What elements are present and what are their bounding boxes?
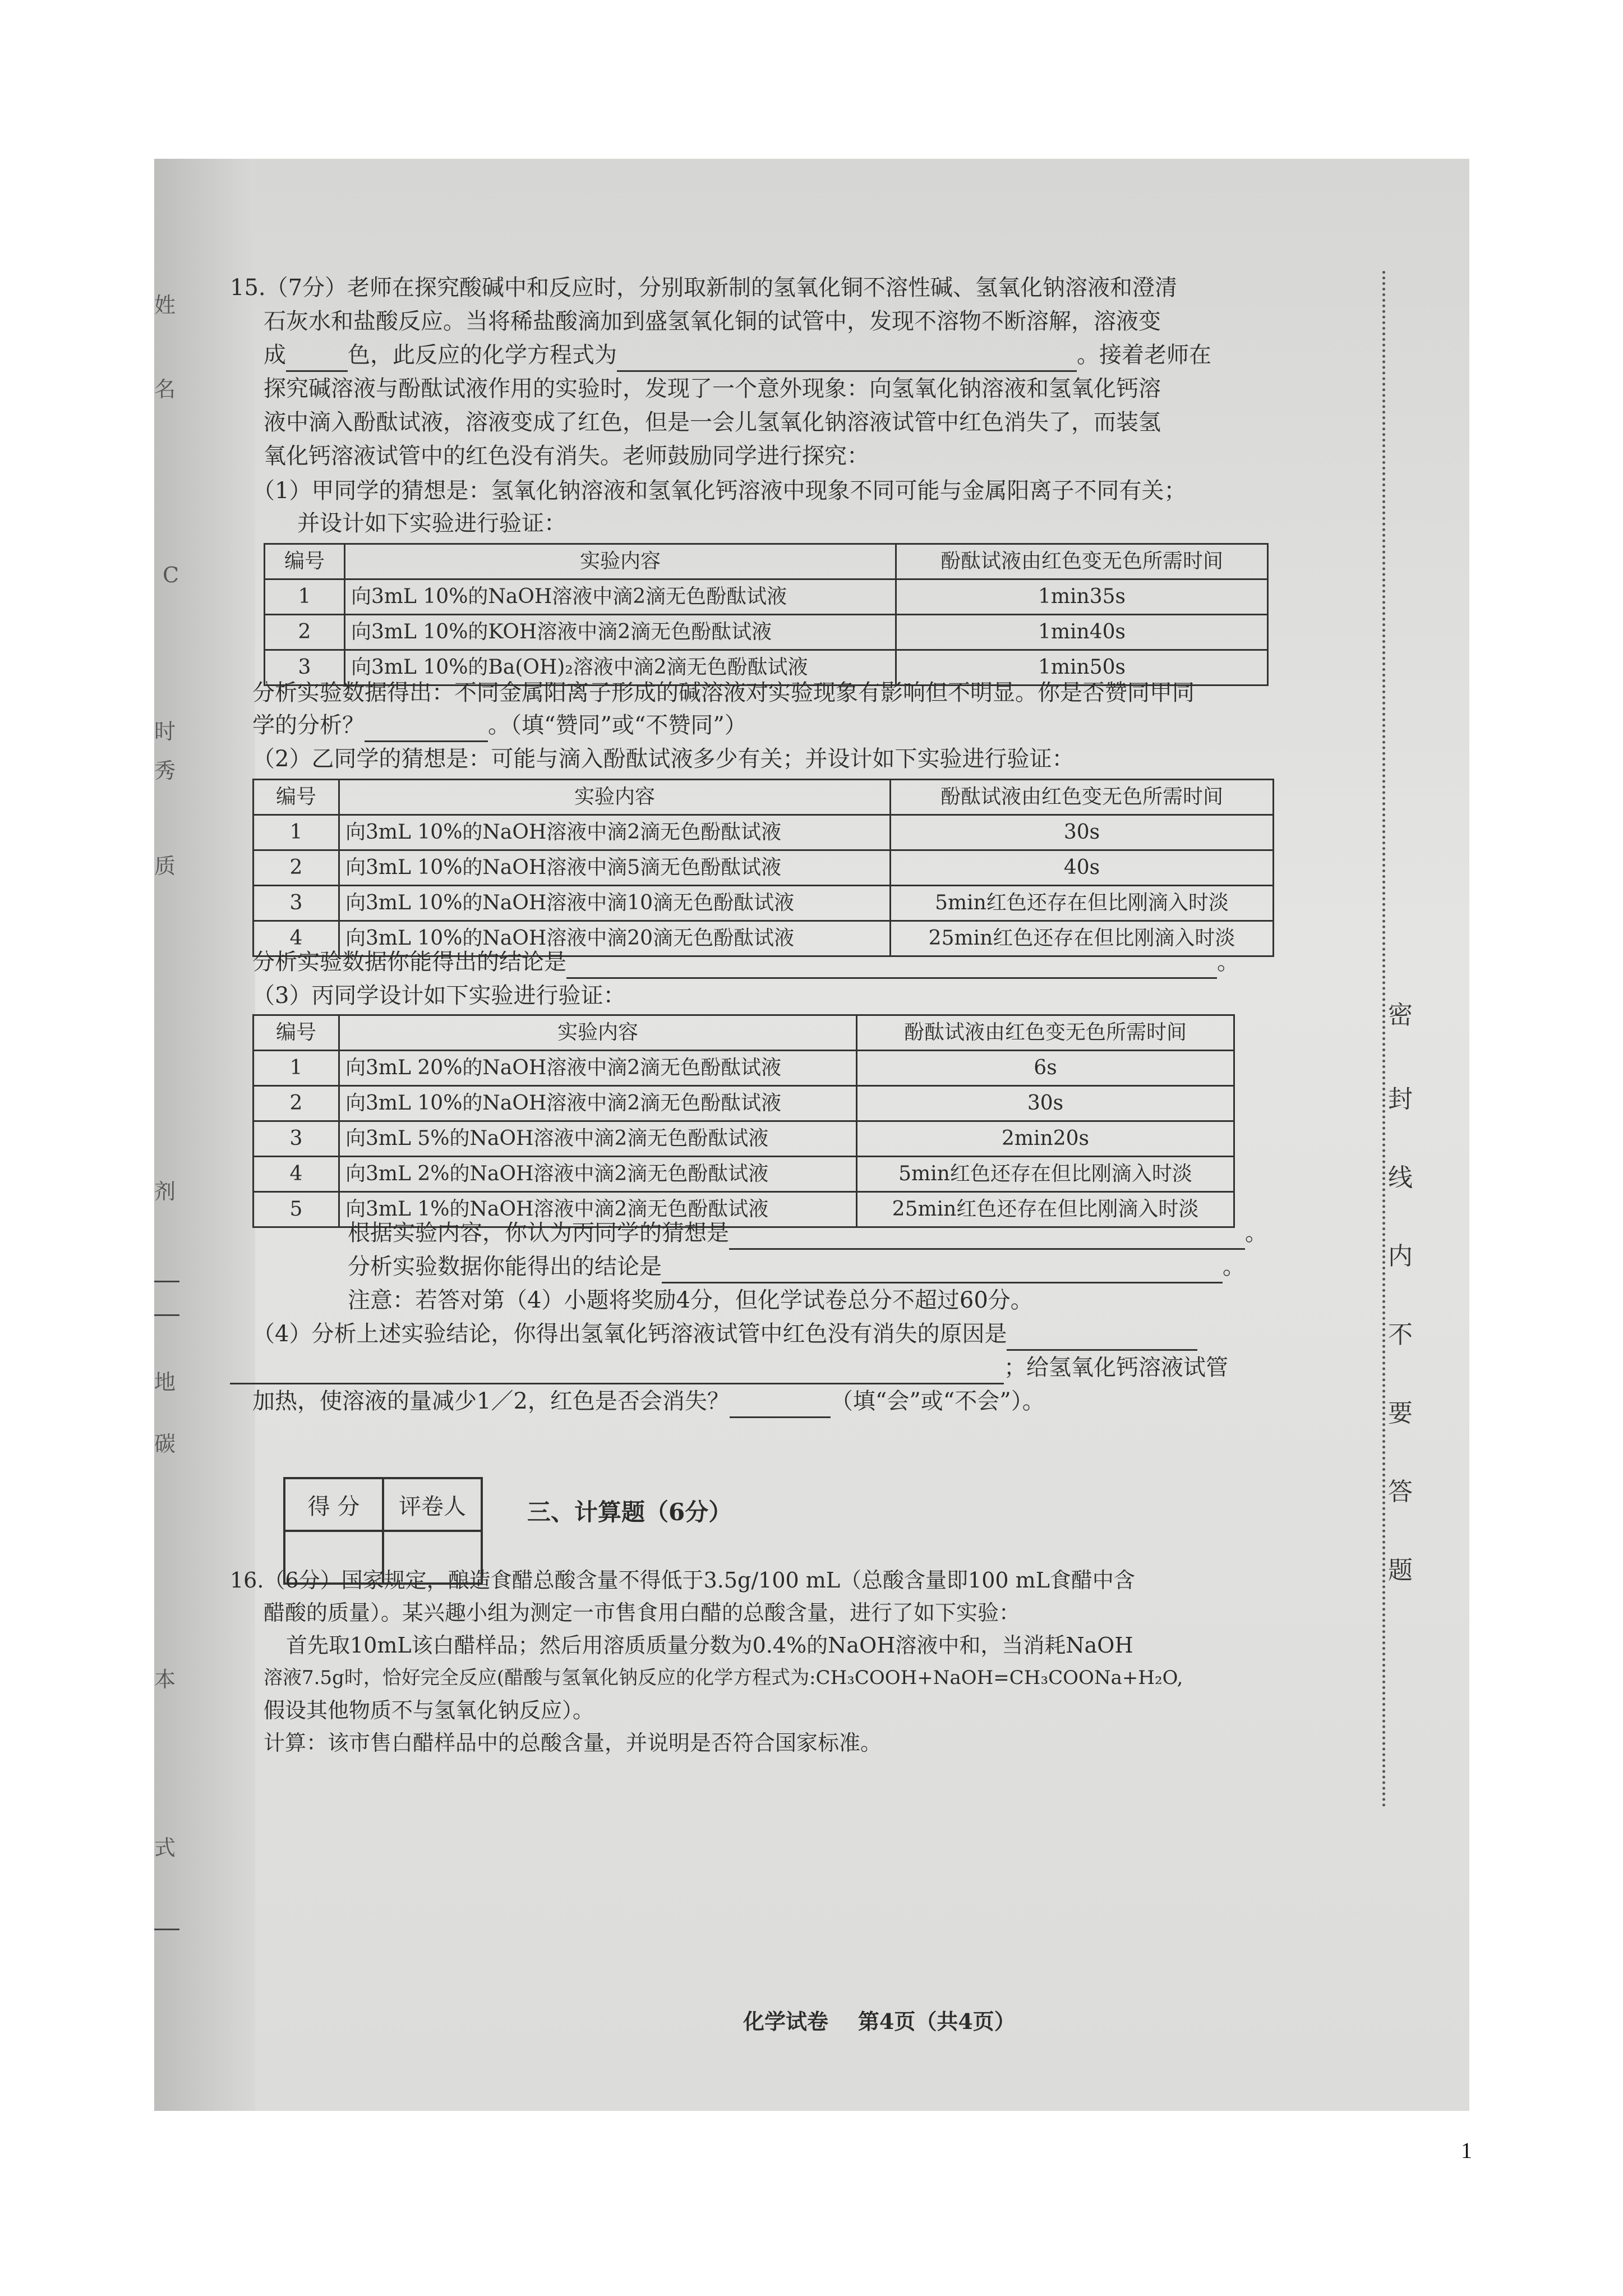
seal-char: 要 xyxy=(1388,1399,1413,1428)
cell: 2min20s xyxy=(857,1121,1234,1157)
seal-char: 题 xyxy=(1388,1556,1413,1585)
q15-text: 。（填“赞同”或“不赞同”） xyxy=(488,712,747,738)
scanned-exam-photo xyxy=(154,159,1469,2111)
sub2-line: （2）乙同学的猜想是：可能与滴入酚酞试液多少有关；并设计如下实验进行验证： xyxy=(252,746,1075,772)
seal-line xyxy=(1368,271,1424,1808)
header-cell: 编号 xyxy=(253,780,339,815)
cell: 2 xyxy=(253,1086,339,1121)
sub2-analysis: 分析实验数据你能得出的结论是 。 xyxy=(252,945,1239,979)
heat-blank[interactable] xyxy=(730,1392,831,1418)
margin-char: 剂 xyxy=(154,1179,176,1204)
table-row xyxy=(253,815,1274,850)
cell: 向3mL 10%的NaOH溶液中滴2滴无色酚酞试液 xyxy=(339,815,891,850)
header-cell: 酚酞试液由红色变无色所需时间 xyxy=(891,780,1274,815)
table-row xyxy=(253,1157,1234,1192)
cell: 2 xyxy=(253,850,339,886)
cell: 3 xyxy=(253,1121,339,1157)
q16-line: 16.（6分）国家规定，酿造食醋总酸含量不得低于3.5g/100 mL（总酸含量即100 mL食醋中含 xyxy=(230,1568,1135,1593)
table-row xyxy=(265,615,1268,650)
sub1-analysis xyxy=(252,708,747,742)
cell: 向3mL 10%的Ba(OH)₂溶液中滴2滴无色酚酞试液 xyxy=(345,650,896,685)
margin-char: C xyxy=(163,563,179,587)
sub1-line: （1）甲同学的猜想是：氢氧化钠溶液和氢氧化钙溶液中现象不同可能与金属阳离子不同有关； xyxy=(252,478,1187,504)
cell: 向3mL 5%的NaOH溶液中滴2滴无色酚酞试液 xyxy=(339,1121,857,1157)
bonus-note: 注意：若答对第（4）小题将奖励4分，但化学试卷总分不超过60分。 xyxy=(348,1287,1033,1313)
q15-line xyxy=(264,338,1211,372)
table-header-row xyxy=(253,1015,1234,1051)
section3-title: 三、计算题（6分） xyxy=(527,1498,732,1526)
cell: 向3mL 1%的NaOH溶液中滴2滴无色酚酞试液 xyxy=(339,1192,857,1227)
table-naoh-koh-baoh xyxy=(264,543,1269,686)
margin-char: 时 xyxy=(154,719,176,744)
cell: 1 xyxy=(253,1051,339,1086)
grader-label: 评卷人 xyxy=(383,1478,482,1531)
q15-text: ；给氢氧化钙溶液试管 xyxy=(1004,1355,1228,1381)
conclusion-blank[interactable] xyxy=(566,953,1217,979)
q15-text: 加热，使溶液的量减少1／2，红色是否会消失？ xyxy=(252,1388,730,1414)
guess-blank[interactable] xyxy=(729,1223,1245,1250)
page-number: 1 xyxy=(1461,2138,1472,2163)
q15-text: 分析实验数据你能得出的结论是 xyxy=(348,1254,662,1280)
conclusion2-blank[interactable] xyxy=(662,1257,1223,1283)
q15-line: 液中滴入酚酞试液，溶液变成了红色，但是一会儿氢氧化钠溶液试管中红色消失了，而装氢 xyxy=(264,409,1161,435)
cell: 1 xyxy=(265,579,345,615)
margin-char: 名 xyxy=(154,377,176,402)
cell: 向3mL 10%的NaOH溶液中滴2滴无色酚酞试液 xyxy=(339,1086,857,1121)
header-cell: 酚酞试液由红色变无色所需时间 xyxy=(896,544,1268,579)
q15-text: （填“会”或“不会”）。 xyxy=(830,1388,1045,1414)
seal-char: 内 xyxy=(1388,1242,1413,1271)
sub3-analysis: 根据实验内容，你认为丙同学的猜想是 。 xyxy=(348,1216,1267,1250)
margin-char: 姓 xyxy=(154,293,176,318)
q15-text: 学的分析？ xyxy=(252,712,365,738)
cell: 5 xyxy=(253,1192,339,1227)
sub3-line: （3）丙同学设计如下实验进行验证： xyxy=(252,983,626,1009)
seal-char: 线 xyxy=(1388,1163,1413,1192)
cell: 3 xyxy=(265,650,345,685)
cell: 25min红色还存在但比刚滴入时淡 xyxy=(857,1192,1234,1227)
cell: 4 xyxy=(253,1157,339,1192)
q15-text: 色，此反应的化学方程式为 xyxy=(348,342,617,368)
cell: 2 xyxy=(265,615,345,650)
seal-char: 不 xyxy=(1388,1320,1413,1349)
seal-dotted-line xyxy=(1382,271,1385,1808)
q15-line: 探究碱溶液与酚酞试液作用的实验时，发现了一个意外现象：向氢氧化钠溶液和氢氧化钙溶 xyxy=(264,376,1161,402)
margin-char: 秀 xyxy=(154,758,176,783)
margin-char: 式 xyxy=(154,1835,176,1860)
sub1-analysis: 分析实验数据得出：不同金属阳离子形成的碱溶液对实验现象有影响但不明显。你是否赞同甲同 xyxy=(252,680,1195,706)
header-cell: 酚酞试液由红色变无色所需时间 xyxy=(857,1015,1234,1051)
cell: 30s xyxy=(891,815,1274,850)
cell: 向3mL 10%的NaOH溶液中滴2滴无色酚酞试液 xyxy=(345,579,896,615)
q15-text: （4）分析上述实验结论，你得出氢氧化钙溶液试管中红色没有消失的原因是 xyxy=(252,1321,1007,1347)
table-row xyxy=(253,886,1274,921)
header-cell: 实验内容 xyxy=(345,544,896,579)
q15-text: 分析实验数据你能得出的结论是 xyxy=(252,949,566,975)
sub4-line xyxy=(252,1384,1045,1418)
cell: 向3mL 10%的NaOH溶液中滴5滴无色酚酞试液 xyxy=(339,850,891,886)
cell: 4 xyxy=(253,921,339,956)
margin-char: 地 xyxy=(154,1370,176,1395)
margin-line xyxy=(154,1281,179,1282)
q15-text: 成 xyxy=(264,342,286,368)
table-row xyxy=(265,579,1268,615)
table-row xyxy=(253,850,1274,886)
header-cell: 实验内容 xyxy=(339,780,891,815)
cell: 5min红色还存在但比刚滴入时淡 xyxy=(857,1157,1234,1192)
cell: 25min红色还存在但比刚滴入时淡 xyxy=(891,921,1274,956)
table-drops xyxy=(252,779,1274,957)
table-concentration xyxy=(252,1014,1235,1228)
q15-line: 15.（7分）老师在探究酸碱中和反应时，分别取新制的氢氧化铜不溶性碱、氢氧化钠溶液和澄清 xyxy=(230,275,1178,301)
cell: 向3mL 2%的NaOH溶液中滴2滴无色酚酞试液 xyxy=(339,1157,857,1192)
cell: 1 xyxy=(253,815,339,850)
agree-blank[interactable] xyxy=(365,716,488,742)
cell: 向3mL 10%的KOH溶液中滴2滴无色酚酞试液 xyxy=(345,615,896,650)
q16-line: 计算：该市售白醋样品中的总酸含量，并说明是否符合国家标准。 xyxy=(264,1731,882,1755)
table-header-row xyxy=(253,780,1274,815)
header-cell: 编号 xyxy=(253,1015,339,1051)
cell: 5min红色还存在但比刚滴入时淡 xyxy=(891,886,1274,921)
q16-line: 首先取10mL该白醋样品；然后用溶质质量分数为0.4%的NaOH溶液中和，当消耗NaOH xyxy=(286,1633,1133,1658)
cell: 向3mL 10%的NaOH溶液中滴20滴无色酚酞试液 xyxy=(339,921,891,956)
margin-char: 质 xyxy=(154,854,176,878)
q15-text: 根据实验内容，你认为丙同学的猜想是 xyxy=(348,1220,729,1246)
cell: 1min35s xyxy=(896,579,1268,615)
q15-line: 氧化钙溶液试管中的红色没有消失。老师鼓励同学进行探究： xyxy=(264,443,869,469)
q16-line: 醋酸的质量）。某兴趣小组为测定一市售食用白醋的总酸含量，进行了如下实验： xyxy=(264,1600,1021,1625)
q16 xyxy=(230,1564,1183,1759)
q16-line: 溶液7.5g时，恰好完全反应(醋酸与氢氧化钠反应的化学方程式为:CH₃COOH+NaOH=CH₃COONa+H₂O, xyxy=(264,1667,1183,1689)
cell: 30s xyxy=(857,1086,1234,1121)
reason-blank[interactable] xyxy=(1007,1324,1197,1351)
table-row xyxy=(253,1051,1234,1086)
sub4-line xyxy=(230,1351,1228,1384)
header-cell: 实验内容 xyxy=(339,1015,857,1051)
score-label: 得 分 xyxy=(284,1478,383,1531)
q15-line: 石灰水和盐酸反应。当将稀盐酸滴加到盛氢氧化铜的试管中，发现不溶物不断溶解，溶液变 xyxy=(264,309,1161,334)
cell: 1min50s xyxy=(896,650,1268,685)
seal-char: 答 xyxy=(1388,1478,1413,1506)
sub1-line: 并设计如下实验进行验证： xyxy=(297,510,566,536)
cell: 向3mL 10%的NaOH溶液中滴10滴无色酚酞试液 xyxy=(339,886,891,921)
table-row xyxy=(253,1121,1234,1157)
reason-blank-2[interactable] xyxy=(230,1358,1004,1384)
q15-text: 。接着老师在 xyxy=(1077,342,1211,368)
table-row xyxy=(253,1086,1234,1121)
photo-shadow xyxy=(154,159,255,2111)
header-cell: 编号 xyxy=(265,544,345,579)
cell: 向3mL 20%的NaOH溶液中滴2滴无色酚酞试液 xyxy=(339,1051,857,1086)
equation-blank[interactable] xyxy=(617,346,1077,372)
margin-char: 碳 xyxy=(154,1432,176,1456)
sub4-line xyxy=(252,1317,1197,1351)
margin-line xyxy=(154,1314,179,1316)
cell: 1min40s xyxy=(896,615,1268,650)
page-footer: 化学试卷 第4页（共4页） xyxy=(743,2009,1016,2034)
cell: 40s xyxy=(891,850,1274,886)
table-header-row xyxy=(265,544,1268,579)
margin-line xyxy=(154,1929,179,1930)
sub3-analysis: 分析实验数据你能得出的结论是 。 xyxy=(348,1250,1245,1283)
seal-char: 密 xyxy=(1388,1001,1413,1029)
q16-line: 假设其他物质不与氢氧化钠反应）。 xyxy=(264,1698,594,1723)
cell: 6s xyxy=(857,1051,1234,1086)
color-blank[interactable] xyxy=(286,346,348,372)
margin-char: 本 xyxy=(154,1667,176,1692)
cell: 3 xyxy=(253,886,339,921)
seal-char: 封 xyxy=(1388,1085,1413,1114)
